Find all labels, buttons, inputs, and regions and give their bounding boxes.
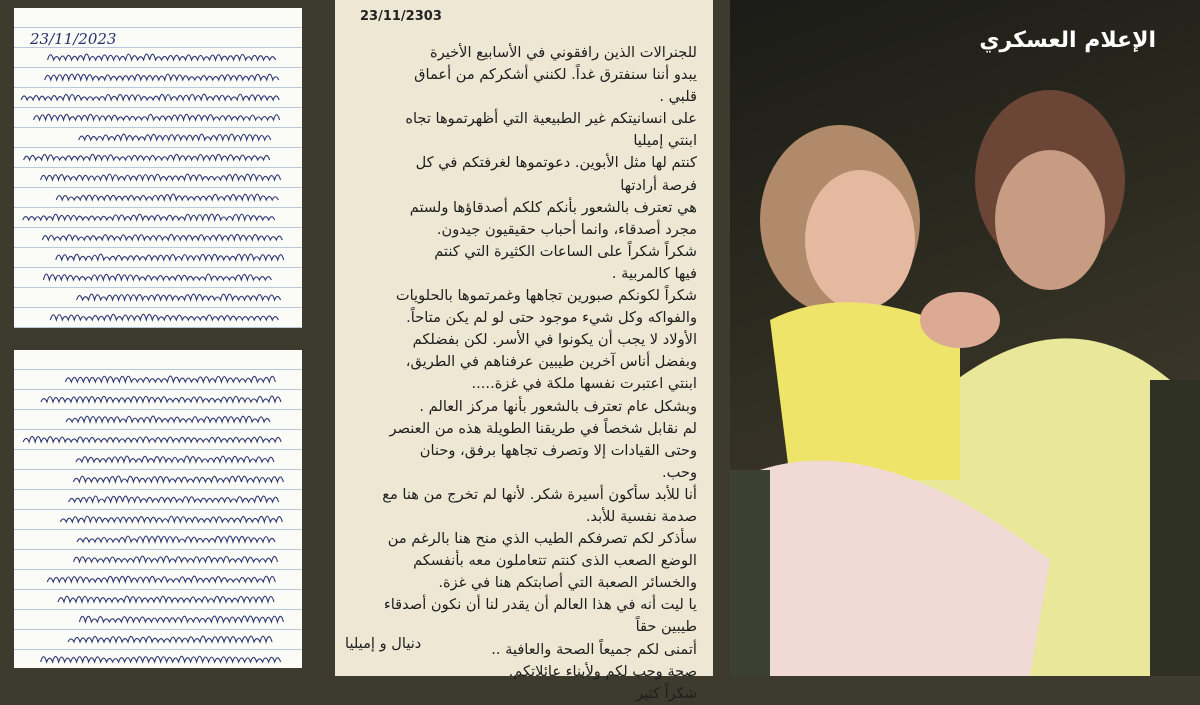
handwriting-line	[24, 154, 270, 160]
handwriting-line	[34, 114, 280, 120]
handwriting-line	[56, 194, 278, 200]
letter-line: لم نقابل شخصاً في طريقنا الطويلة هذه من العنصر	[389, 419, 697, 437]
handwriting-line	[41, 656, 281, 662]
letter-line: وبشكل عام تعترف بالشعور بأنها مركز العالم .	[419, 397, 697, 415]
letter-line: على انسانيتكم غير الطبيعية التي أظهرتموها تجاه	[405, 110, 697, 128]
arabic-translation-letter	[335, 0, 713, 702]
photo-mother-and-daughter	[730, 0, 1200, 676]
handwriting-line	[69, 496, 279, 502]
handwriting-scribbles	[14, 8, 302, 328]
handwriting-line	[41, 174, 281, 180]
letter-line: أنا للأبد سأكون أسيرة شكر. لأنها لم تخرج من هنا مع	[382, 485, 697, 503]
letter-line: صدمة نفسية للأبد.	[585, 507, 697, 525]
handwriting-line	[56, 254, 284, 260]
letter-line: وحب.	[661, 463, 697, 481]
handwriting-line	[23, 214, 275, 220]
letter-line: شكراً شكراً على الساعات الكثيرة التي كنتم	[434, 242, 697, 260]
letter-line: شكراً لكونكم صبورين تجاهها وغمرتموها بالحلويات	[395, 287, 697, 305]
letter-line: يبدو أننا سنفترق غداً. لكنني أشكركم من أعماق	[414, 66, 697, 84]
letter-body	[337, 42, 697, 705]
handwriting-line	[74, 556, 278, 562]
letter-line: سأذكر لكم تصرفكم الطيب الذي منح هنا بالرغم من	[387, 530, 697, 548]
handwriting-line	[66, 416, 270, 422]
letter-line: الوضع الصعب الذى كنتم تتعاملون معه بأنفسكم	[413, 552, 697, 570]
handwriting-line	[45, 74, 279, 80]
letter-line: صحة وحب لكم ولأبناء عائلاتكم.	[508, 662, 697, 680]
handwriting-line	[43, 274, 271, 280]
handwriting-line	[77, 294, 281, 300]
handwriting-line	[23, 436, 281, 442]
letter-line: كنتم لها مثل الأبوين. دعوتموها لغرفتكم في كل	[415, 154, 697, 172]
handwriting-line	[48, 54, 276, 60]
letter-line: فيها كالمربية .	[611, 264, 697, 282]
letter-line: للجنرالات الذين رافقوني في الأسابيع الأخيرة	[430, 44, 697, 61]
letter-line: شكراً كثير	[636, 684, 697, 702]
letter-line: والخسائر الصعبة التي أصابتكم هنا في غزة.	[438, 574, 697, 592]
handwriting-line	[50, 314, 278, 320]
letter-line: قلبي .	[659, 88, 697, 106]
handwriting-line	[47, 576, 275, 582]
handwritten-letter-page-1	[14, 8, 302, 328]
handwriting-line	[68, 636, 272, 642]
letter-signature: دنيال و إميليا	[345, 635, 422, 652]
letter-line: ابنتي اعتبرت نفسها ملكة في غزة.....	[471, 375, 697, 393]
handwriting-line	[60, 516, 282, 522]
letter-line: وحتى القيادات إلا وتصرف تجاهها برفق، وحنان	[419, 441, 697, 459]
handwriting-line	[73, 476, 283, 482]
handwriting-line	[65, 376, 275, 382]
military-media-logo: الإعلام العسكري	[979, 28, 1156, 53]
handwriting-line	[79, 134, 271, 140]
letter-line: هي تعترف بالشعور بأنكم كلكم أصدقاؤها ولستم	[409, 198, 697, 216]
handwriting-line	[21, 94, 279, 100]
letter-line: أتمنى لكم جميعاً الصحة والعافية ..	[491, 640, 697, 658]
handwriting-line	[77, 536, 275, 542]
handwriting-line	[42, 234, 282, 240]
photo-illustration	[730, 0, 1200, 676]
handwriting-line	[41, 396, 281, 402]
handwriting-line	[79, 616, 283, 622]
letter-date: 23/11/2303	[360, 9, 442, 24]
handwritten-letter-page-2	[14, 350, 302, 668]
handwriting-line	[76, 456, 274, 462]
letter-line: طيبين حقاً	[635, 618, 697, 636]
handwriting-line	[58, 596, 274, 602]
letter-line: مجرد أصدقاء، وانما أحباب حقيقيون جيدون.	[436, 220, 697, 238]
handwriting-scribbles	[14, 350, 302, 668]
letter-line: الأولاد لا يجب أن يكونوا في الأسر. لكن بفضلكم	[412, 331, 697, 349]
handwritten-date: 23/11/2023	[30, 30, 117, 48]
letter-line: ابنتي إميليا	[633, 132, 697, 150]
letter-line: فرصة أرادتها	[620, 176, 697, 194]
letter-line: يا ليت أنه في هذا العالم أن يقدر لنا أن نكون أصدقاء	[383, 596, 697, 614]
letter-line: وبفضل أناس آخرين طيبين عرفناهم في الطريق،	[405, 353, 697, 371]
letter-line: والفواكه وكل شيء موجود حتى لو لم يكن متاحاً.	[406, 309, 697, 327]
